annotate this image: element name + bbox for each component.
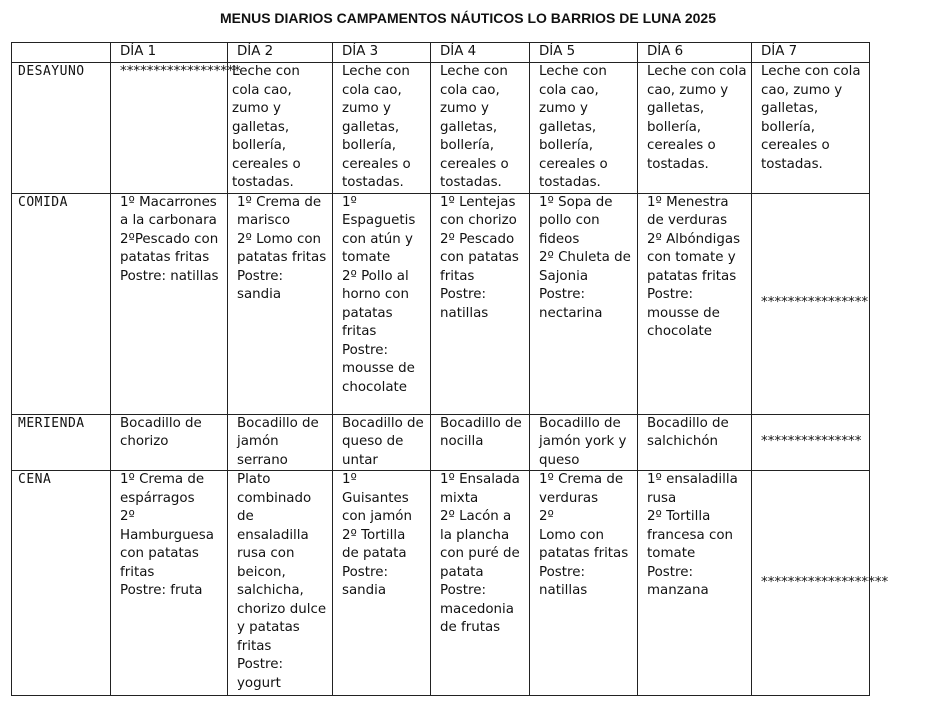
cell-desayuno-dia2: Leche con cola cao, zumo y galletas, bollería, cereales o tostadas. xyxy=(228,63,333,194)
menu-table xyxy=(11,42,889,696)
cell-comida-dia5: 1º Sopa de pollo con fideos 2º Chuleta de Sajonia Postre: nectarina xyxy=(530,193,638,414)
cell-merienda-dia1: Bocadillo de chorizo xyxy=(111,414,228,471)
cell-comida-dia4: 1º Lentejas con chorizo 2º Pescado con patatas fritas Postre: natillas xyxy=(431,193,530,414)
cell-desayuno-dia3: Leche con cola cao, zumo y galletas, bollería, cereales o tostadas. xyxy=(333,63,431,194)
cell-comida-dia7: **************** xyxy=(752,193,870,414)
row-label-merienda: MERIENDA xyxy=(12,414,111,471)
cell-cena-dia2: Plato combinado de ensaladilla rusa con beicon, salchicha, chorizo dulce y patatas fritas Postre: yogurt xyxy=(228,471,333,696)
cell-merienda-dia6: Bocadillo de salchichón xyxy=(638,414,752,471)
cell-cena-dia7: ******************* xyxy=(752,471,870,696)
day-header-7: DÍA 7 xyxy=(752,43,870,63)
corner-cell xyxy=(12,43,111,63)
day-header-3: DÍA 3 xyxy=(333,43,431,63)
cell-comida-dia1: 1º Macarrones a la carbonara 2ºPescado con patatas fritas Postre: natillas xyxy=(111,193,228,414)
row-label-cena: CENA xyxy=(12,471,111,696)
cell-desayuno-dia5: Leche con cola cao, zumo y galletas, bollería, cereales o tostadas. xyxy=(530,63,638,194)
row-desayuno xyxy=(12,63,870,194)
row-comida xyxy=(12,193,870,414)
cell-comida-dia2: 1º Crema de marisco 2º Lomo con patatas fritas Postre: sandia xyxy=(228,193,333,414)
cell-comida-dia3: 1º Espaguetis con atún y tomate 2º Pollo al horno con patatas fritas Postre: mousse de chocolate xyxy=(333,193,431,414)
day-header-1: DÍA 1 xyxy=(111,43,228,63)
cell-desayuno-dia1: ****************** xyxy=(111,63,228,194)
cell-merienda-dia7: *************** xyxy=(752,414,870,471)
cell-cena-dia5: 1º Crema de verduras 2º Lomo con patatas fritas Postre: natillas xyxy=(530,471,638,696)
row-label-desayuno: DESAYUNO xyxy=(12,63,111,194)
cell-desayuno-dia7: Leche con cola cao, zumo y galletas, bollería, cereales o tostadas. xyxy=(752,63,870,194)
cell-merienda-dia3: Bocadillo de queso de untar xyxy=(333,414,431,471)
day-header-4: DÍA 4 xyxy=(431,43,530,63)
page-title: MENUS DIARIOS CAMPAMENTOS NÁUTICOS LO BARRIOS DE LUNA 2025 xyxy=(219,10,716,26)
cell-merienda-dia5: Bocadillo de jamón york y queso xyxy=(530,414,638,471)
cell-cena-dia3: 1º Guisantes con jamón 2º Tortilla de patata Postre: sandia xyxy=(333,471,431,696)
cell-merienda-dia2: Bocadillo de jamón serrano xyxy=(228,414,333,471)
header-row xyxy=(12,43,870,63)
cell-cena-dia1: 1º Crema de espárragos 2º Hamburguesa con patatas fritas Postre: fruta xyxy=(111,471,228,696)
day-header-6: DÍA 6 xyxy=(638,43,752,63)
cell-desayuno-dia6: Leche con cola cao, zumo y galletas, bollería, cereales o tostadas. xyxy=(638,63,752,194)
cell-merienda-dia4: Bocadillo de nocilla xyxy=(431,414,530,471)
cell-cena-dia4: 1º Ensalada mixta 2º Lacón a la plancha con puré de patata Postre: macedonia de frutas xyxy=(431,471,530,696)
row-cena xyxy=(12,471,870,696)
day-header-5: DÍA 5 xyxy=(530,43,638,63)
day-header-2: DÍA 2 xyxy=(228,43,333,63)
row-label-comida: COMIDA xyxy=(12,193,111,414)
cell-cena-dia6: 1º ensaladilla rusa 2º Tortilla francesa con tomate Postre: manzana xyxy=(638,471,752,696)
row-merienda xyxy=(12,414,870,471)
cell-desayuno-dia4: Leche con cola cao, zumo y galletas, bollería, cereales o tostadas. xyxy=(431,63,530,194)
cell-comida-dia6: 1º Menestra de verduras 2º Albóndigas con tomate y patatas fritas Postre: mousse de chocolate xyxy=(638,193,752,414)
